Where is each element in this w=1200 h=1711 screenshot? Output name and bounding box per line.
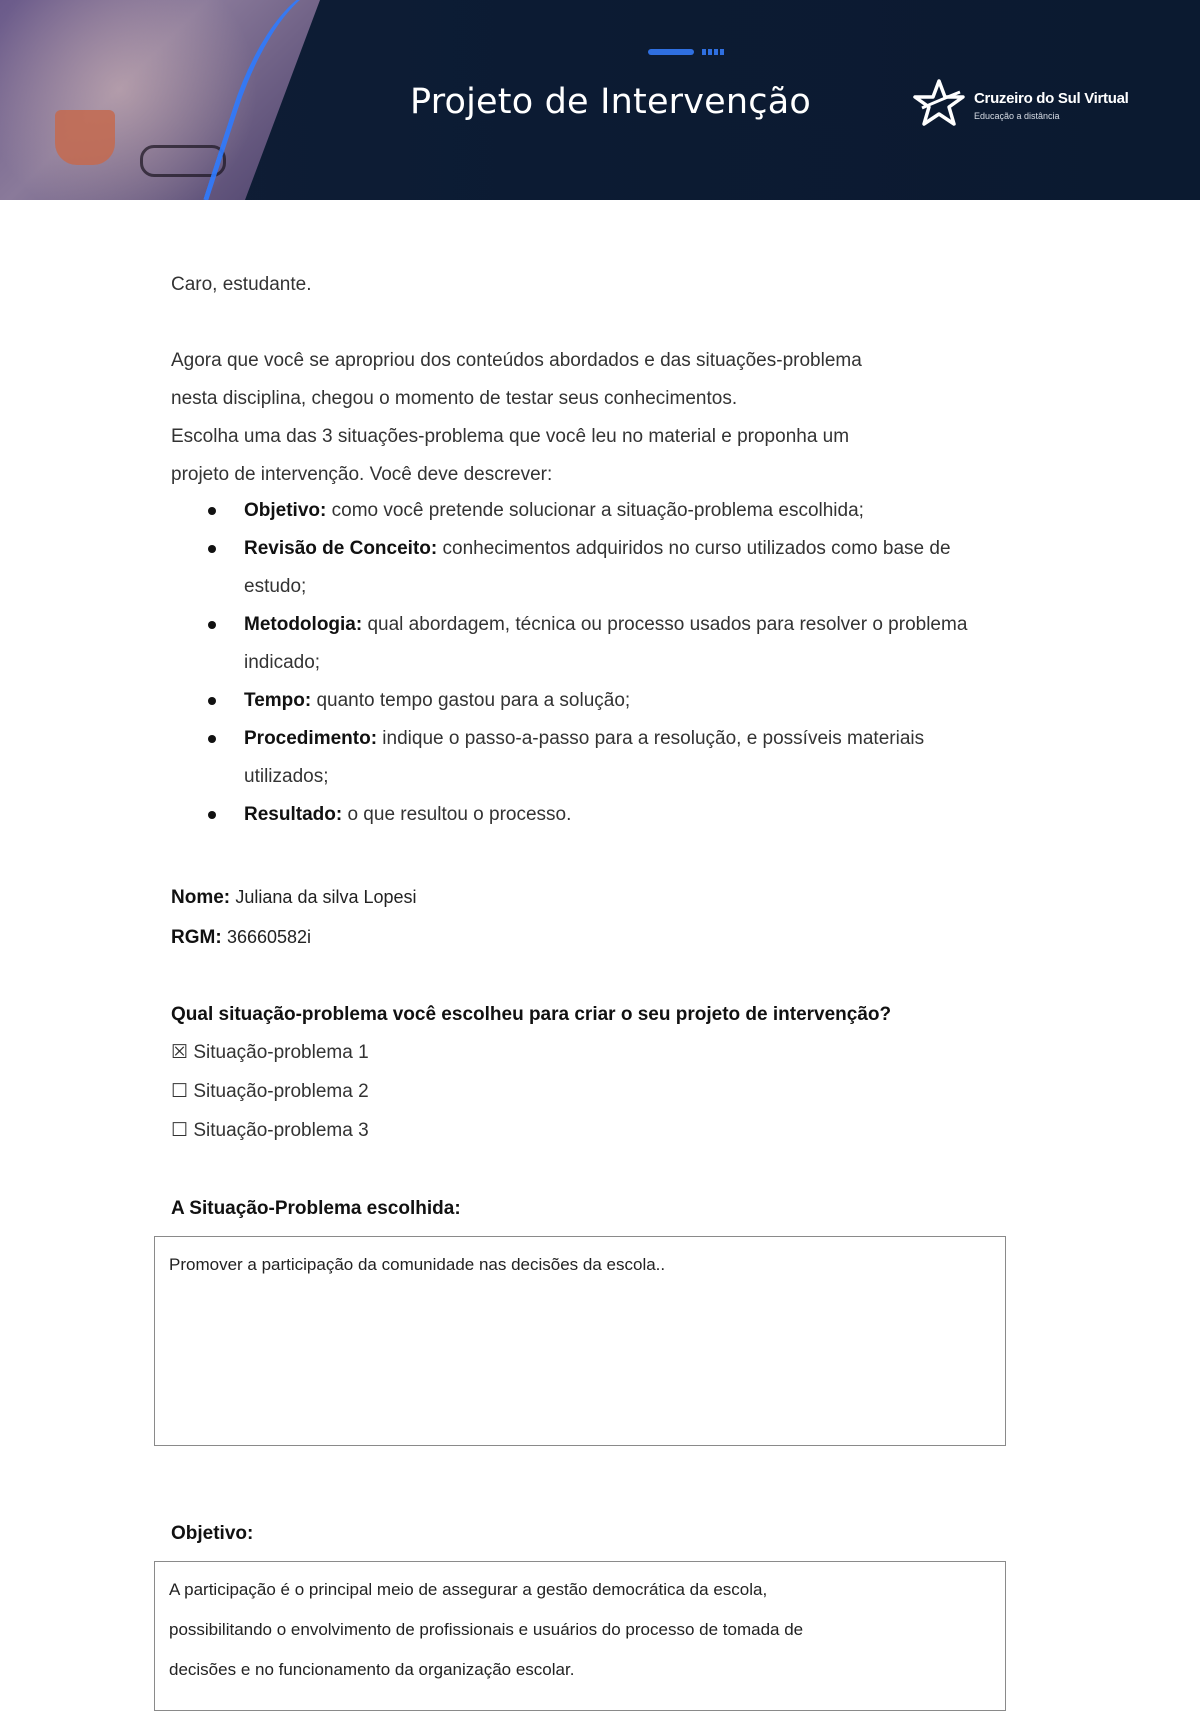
accent-dots (702, 49, 726, 55)
checkbox-empty-icon[interactable]: ☐ (171, 1120, 189, 1141)
objective-line-1: A participação é o principal meio de assegurar a gestão democrática da escola, (169, 1580, 768, 1599)
coffee-cup-illustration (55, 110, 115, 165)
intro-line-2: nesta disciplina, chegou o momento de testar seus conhecimentos. (171, 388, 738, 409)
list-item (171, 682, 1031, 720)
bullet-term: Metodologia: (244, 614, 363, 635)
bullet-term: Revisão de Conceito: (244, 538, 438, 559)
chosen-problem-box[interactable] (154, 1236, 1006, 1446)
objective-line-2: possibilitando o envolvimento de profissionais e usuários do processo de tomada de (169, 1620, 804, 1639)
chosen-problem-label: A Situação-Problema escolhida: (171, 1198, 461, 1219)
list-item (171, 720, 1031, 796)
requirements-list (171, 492, 1031, 834)
bullet-text: quanto tempo gastou para a solução; (311, 690, 631, 711)
chosen-problem-text: Promover a participação da comunidade nas decisões da escola.. (169, 1255, 666, 1274)
intro-line-4: projeto de intervenção. Você deve descrever: (171, 464, 553, 485)
bullet-term: Objetivo: (244, 500, 327, 521)
student-rgm-row (171, 918, 311, 957)
checkbox-empty-icon[interactable]: ☐ (171, 1081, 189, 1102)
list-item (171, 492, 1031, 530)
header-banner (0, 0, 1200, 200)
option-label: Situação-problema 2 (193, 1081, 369, 1102)
brand-logo (910, 78, 1150, 128)
star-logo-icon (910, 78, 968, 128)
bullet-term: Procedimento: (244, 728, 378, 749)
bullet-text: indique o passo-a-passo para a resolução, e possíveis materiais utilizados; (244, 728, 925, 787)
greeting: Caro, estudante. (171, 274, 312, 295)
intro-line-1: Agora que você se apropriou dos conteúdos abordados e das situações-problema (171, 350, 862, 371)
option-3[interactable] (171, 1112, 369, 1150)
bullet-text: como você pretende solucionar a situação-problema escolhida; (326, 500, 864, 521)
option-label: Situação-problema 1 (193, 1042, 369, 1063)
bullet-term: Resultado: (244, 804, 343, 825)
option-label: Situação-problema 3 (193, 1120, 369, 1141)
objective-box[interactable] (154, 1561, 1006, 1711)
objective-label: Objetivo: (171, 1523, 254, 1544)
list-item (171, 606, 1031, 682)
objective-line-3: decisões e no funcionamento da organização escolar. (169, 1660, 575, 1679)
name-value: Juliana da silva Lopesi (235, 887, 417, 907)
option-2[interactable] (171, 1073, 369, 1111)
rgm-label: RGM: (171, 927, 222, 948)
student-name-row (171, 878, 417, 917)
rgm-value: 36660582i (226, 927, 312, 947)
logo-subtitle: Educação a distância (974, 111, 1060, 121)
list-item (171, 530, 1031, 606)
checkbox-checked-icon[interactable]: ☒ (171, 1042, 189, 1063)
list-item (171, 796, 1031, 834)
option-1[interactable] (171, 1034, 369, 1072)
page-title: Projeto de Intervenção (410, 82, 812, 122)
name-label: Nome: (171, 887, 231, 908)
question-text: Qual situação-problema você escolheu para criar o seu projeto de intervenção? (171, 1004, 892, 1025)
intro-line-3: Escolha uma das 3 situações-problema que você leu no material e proponha um (171, 426, 850, 447)
bullet-term: Tempo: (244, 690, 312, 711)
bullet-text: o que resultou o processo. (342, 804, 572, 825)
logo-name: Cruzeiro do Sul Virtual (974, 90, 1129, 107)
bullet-text: conhecimentos adquiridos no curso utilizados como base de estudo; (244, 538, 951, 597)
bullet-text: qual abordagem, técnica ou processo usados para resolver o problema indicado; (244, 614, 968, 673)
accent-bar (648, 49, 694, 55)
